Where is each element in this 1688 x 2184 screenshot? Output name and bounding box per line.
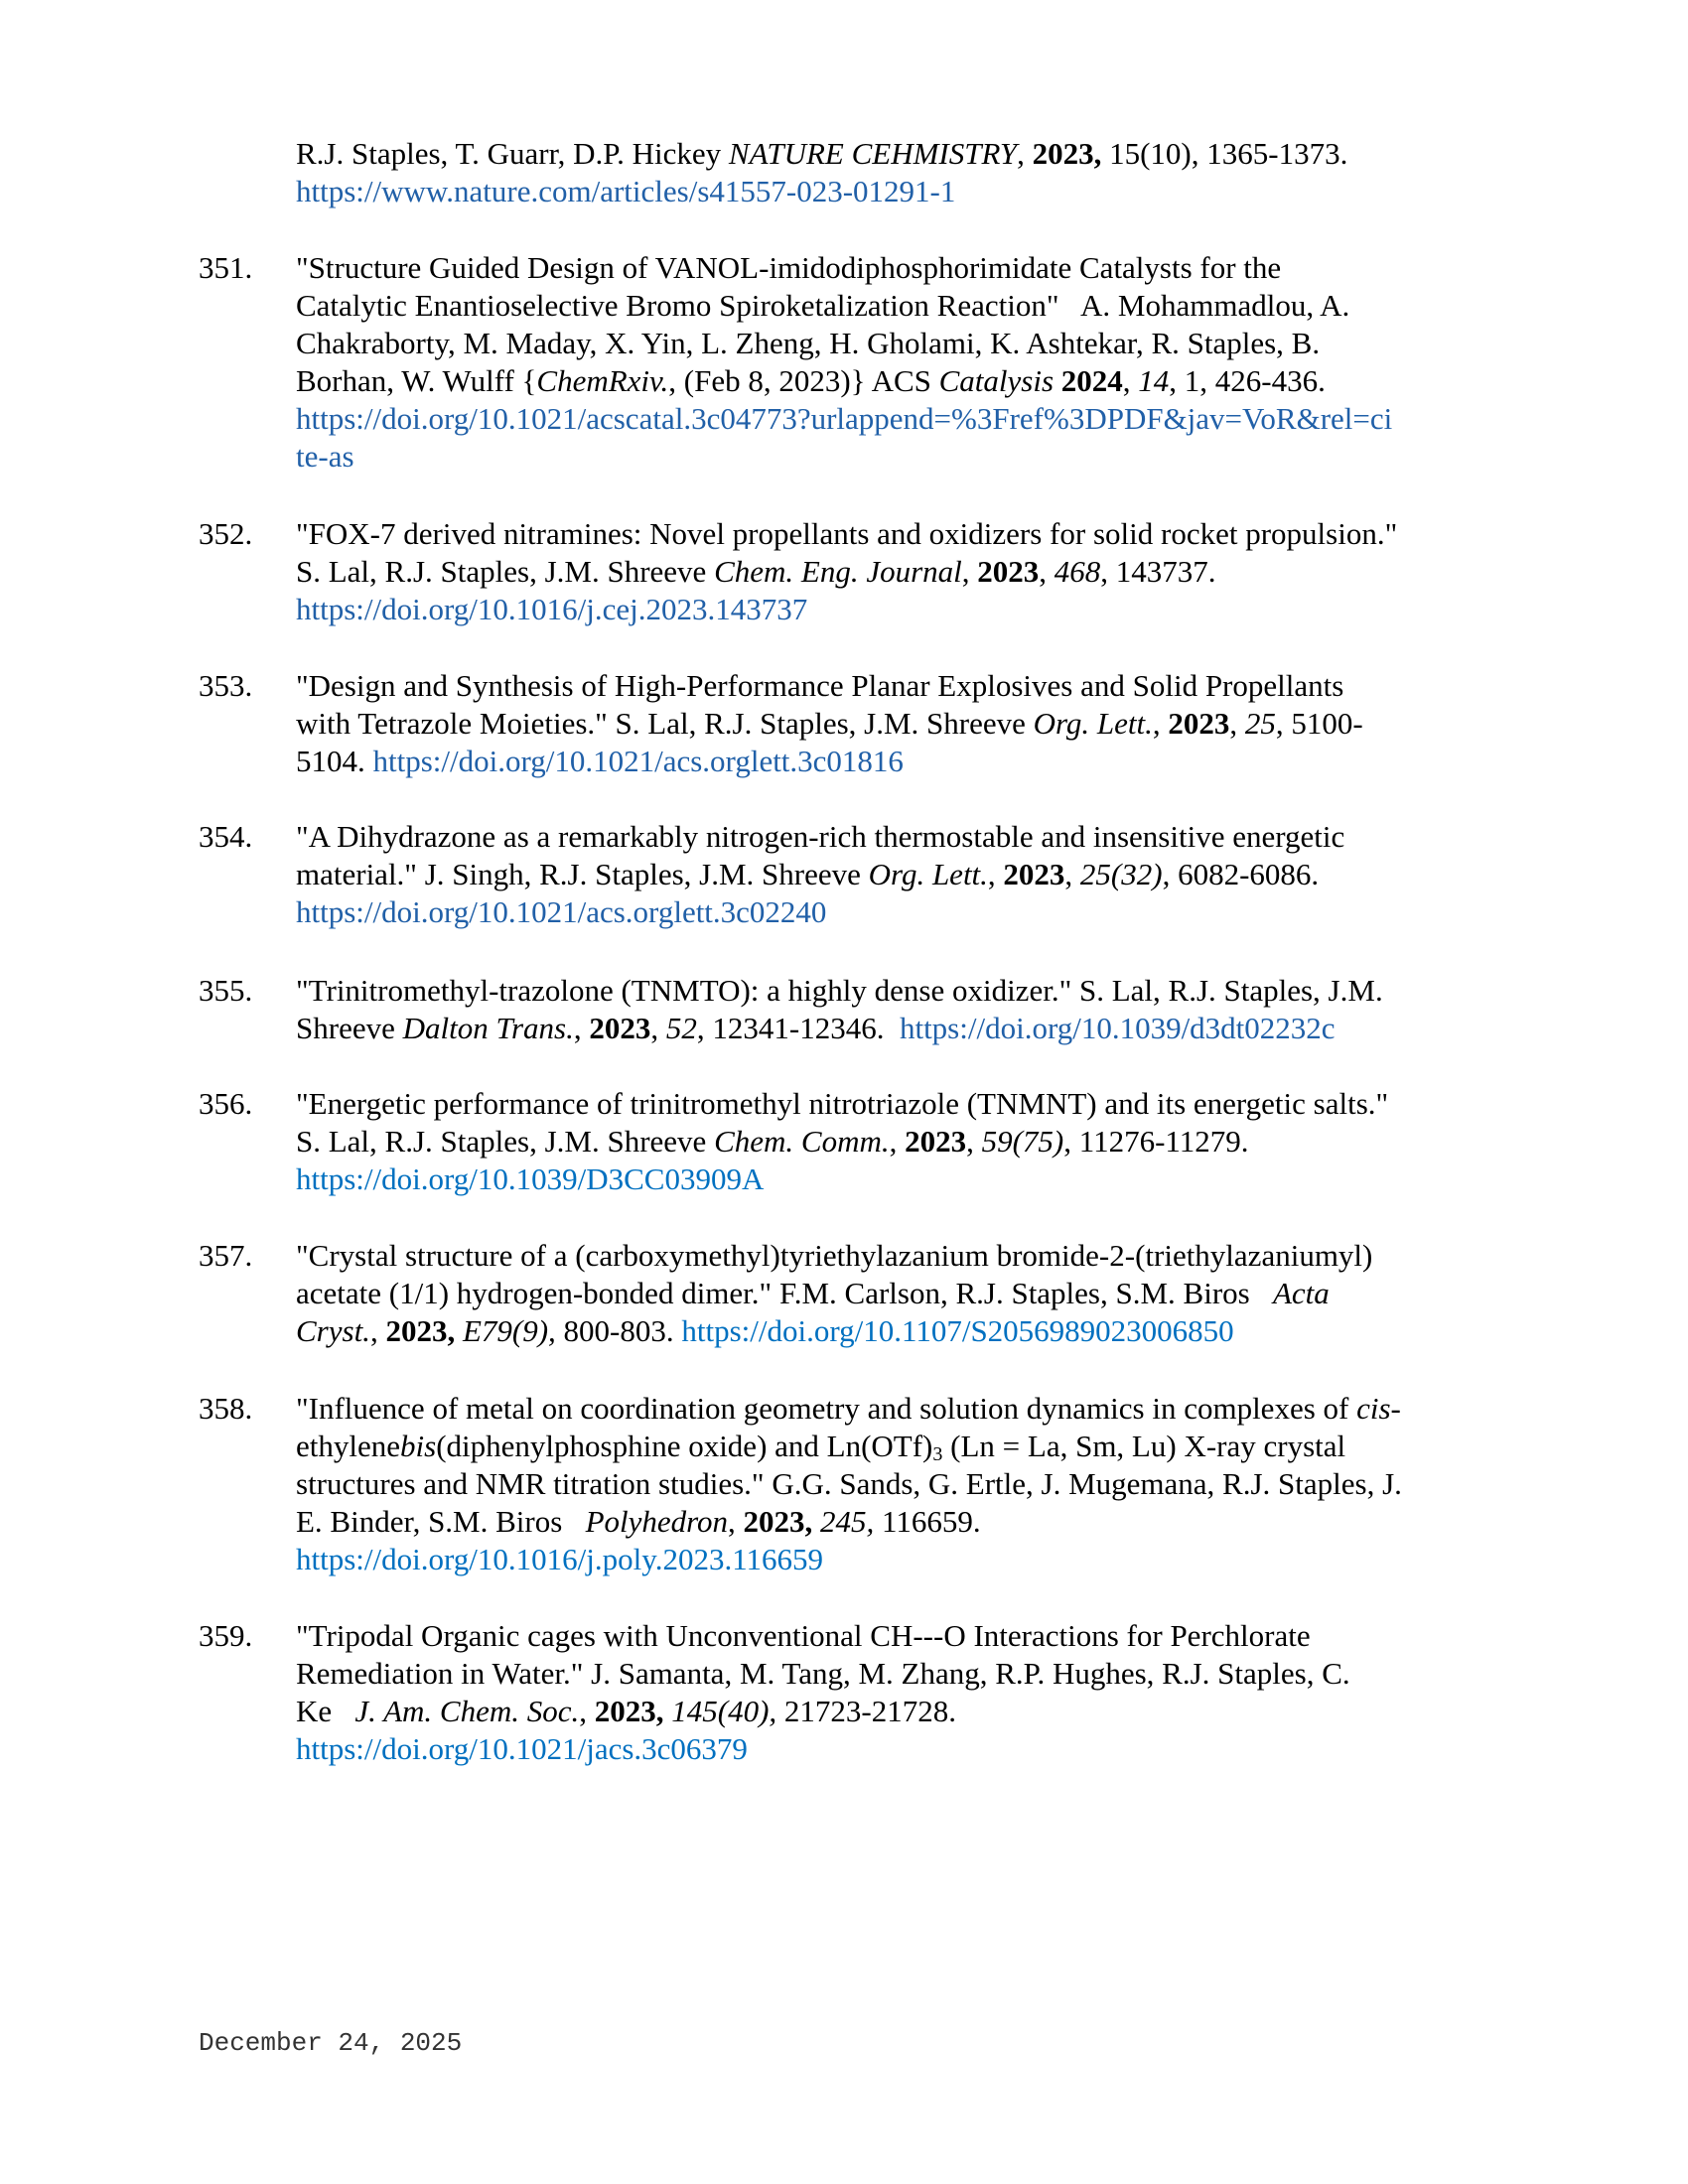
authors: acetate (1/1) hydrogen-bonded dimer." F.M. Carlson, R.J. Staples, S.M. Biros — [296, 1276, 1273, 1310]
separator — [812, 1504, 820, 1539]
authors-line: Chakraborty, M. Maday, X. Yin, L. Zheng, H. Gholami, K. Ashtekar, R. Staples, B. — [296, 326, 1321, 360]
citation-line — [296, 553, 1527, 591]
volume: 14 — [1138, 363, 1170, 398]
volume: 59(75) — [981, 1124, 1064, 1159]
title-line: "FOX-7 derived nitramines: Novel propellants and oxidizers for solid rocket propulsion." — [296, 516, 1398, 551]
journal-name: Acta — [1272, 1276, 1330, 1310]
volume-pages: 15(10), 1365-1373. — [1101, 136, 1348, 171]
journal-name: Chem. Comm. — [714, 1124, 890, 1159]
doi-link[interactable]: https://doi.org/10.1016/j.poly.2023.116659 — [296, 1542, 824, 1576]
doi-link[interactable]: https://doi.org/10.1039/d3dt02232c — [899, 1011, 1336, 1045]
citation-line: R.J. Staples, T. Guarr, D.P. Hickey NATURE CEHMISTRY, 2023, 15(10), 1365-1373. — [296, 136, 1348, 171]
authors: material." J. Singh, R.J. Staples, J.M. Shreeve — [296, 857, 869, 891]
volume: 52 — [665, 1011, 697, 1045]
authors: with Tetrazole Moieties." S. Lal, R.J. Staples, J.M. Shreeve — [296, 706, 1034, 741]
title-text: (diphenylphosphine oxide) and Ln(OTf) — [436, 1429, 933, 1463]
pages: , 6082-6086. — [1162, 857, 1320, 891]
volume: 245, — [820, 1504, 875, 1539]
journal-name: Dalton Trans. — [402, 1011, 574, 1045]
volume: E79(9), — [462, 1313, 556, 1348]
separator: , — [961, 554, 978, 589]
reference-number: 356. — [199, 1086, 253, 1121]
title-line: "Structure Guided Design of VANOL-imidodiphosphorimidate Catalysts for the — [296, 250, 1282, 285]
reference-number: 358. — [199, 1391, 253, 1426]
title-line: "Tripodal Organic cages with Unconventional CH---O Interactions for Perchlorate — [296, 1618, 1311, 1653]
citation-line — [296, 362, 1527, 400]
year: 2023, — [743, 1504, 813, 1539]
authors: Shreeve — [296, 1011, 403, 1045]
citation-line — [296, 1010, 1527, 1047]
citation-line — [296, 1503, 1527, 1541]
citation-line — [296, 1693, 1527, 1730]
doi-link[interactable]: https://doi.org/10.1021/acs.orglett.3c01816 — [372, 744, 904, 778]
volume: 25(32) — [1079, 857, 1163, 891]
separator: , — [889, 1124, 906, 1159]
citation-line — [296, 743, 1527, 780]
spacer — [1054, 363, 1061, 398]
title-text: - — [1390, 1391, 1401, 1426]
citation-line — [296, 856, 1527, 893]
title-text: "Influence of metal on coordination geometry and solution dynamics in complexes of — [296, 1391, 1357, 1426]
title-line: Remediation in Water." J. Samanta, M. Tang, M. Zhang, R.P. Hughes, R.J. Staples, C. — [296, 1656, 1350, 1691]
pages: , 143737. — [1100, 554, 1216, 589]
subscript: 3 — [932, 1443, 943, 1465]
year: 2023 — [977, 554, 1040, 589]
title-line: "Energetic performance of trinitromethyl nitrotriazole (TNMNT) and its energetic salts." — [296, 1086, 1389, 1121]
separator: , — [966, 1124, 982, 1159]
pages: 800-803. — [555, 1313, 682, 1348]
reference-number: 355. — [199, 973, 253, 1008]
citation-text: , (Feb 8, 2023)} ACS — [668, 363, 939, 398]
separator: , — [1064, 857, 1080, 891]
journal-name: Catalysis — [938, 363, 1055, 398]
reference-number: 357. — [199, 1238, 253, 1273]
doi-link[interactable]: https://doi.org/10.1021/acs.orglett.3c02240 — [296, 894, 827, 929]
reference-number: 352. — [199, 516, 253, 551]
title-line — [296, 1428, 1527, 1465]
doi-link[interactable]: https://doi.org/10.1039/D3CC03909A — [296, 1161, 765, 1196]
separator: , — [1152, 706, 1169, 741]
doi-link-continued[interactable]: te-as — [296, 439, 354, 474]
footer-date: December 24, 2025 — [199, 2028, 463, 2058]
separator: , — [987, 857, 1004, 891]
title-text: (Ln = La, Sm, Lu) X-ray crystal — [942, 1429, 1346, 1463]
separator: , — [573, 1011, 590, 1045]
separator: , — [1229, 706, 1245, 741]
journal-name: Chem. Eng. Journal — [714, 554, 962, 589]
title-line: "A Dihydrazone as a remarkably nitrogen-rich thermostable and insensitive energetic — [296, 819, 1345, 854]
reference-number: 354. — [199, 819, 253, 854]
year: 2023, — [594, 1694, 664, 1728]
separator: , — [369, 1313, 386, 1348]
title-text: ethylene — [296, 1429, 401, 1463]
year: 2023 — [905, 1124, 967, 1159]
volume: 468 — [1054, 554, 1101, 589]
volume: 145(40), — [671, 1694, 777, 1728]
title-line — [296, 1390, 1527, 1428]
title-line: "Crystal structure of a (carboxymethyl)tyriethylazanium bromide-2-(triethylazaniumyl) — [296, 1238, 1373, 1273]
doi-link[interactable]: https://doi.org/10.1016/j.cej.2023.143737 — [296, 592, 808, 626]
title-line: Catalytic Enantioselective Bromo Spiroketalization Reaction" A. Mohammadlou, A. — [296, 288, 1350, 323]
pages: , 11276-11279. — [1063, 1124, 1249, 1159]
doi-link[interactable]: https://doi.org/10.1021/acscatal.3c04773?urlappend=%3Fref%3DPDF&jav=VoR&rel=ci — [296, 401, 1393, 436]
reference-number: 353. — [199, 668, 253, 703]
authors: Ke — [296, 1694, 355, 1728]
year: 2023, — [1032, 136, 1102, 171]
volume: 25 — [1244, 706, 1276, 741]
authors: E. Binder, S.M. Biros — [296, 1504, 586, 1539]
citation-line — [296, 1275, 1527, 1312]
separator: , — [579, 1694, 595, 1728]
authors-line: structures and NMR titration studies." G.G. Sands, G. Ertle, J. Mugemana, R.J. Staples, J. — [296, 1466, 1402, 1501]
citation-line — [296, 705, 1527, 743]
title-italic: cis — [1356, 1391, 1391, 1426]
year: 2023 — [1168, 706, 1230, 741]
doi-link[interactable]: https://www.nature.com/articles/s41557-023-01291-1 — [296, 174, 956, 208]
journal-name: Org. Lett. — [868, 857, 988, 891]
citation-line — [296, 1123, 1527, 1160]
journal-name: Org. Lett. — [1033, 706, 1153, 741]
authors: S. Lal, R.J. Staples, J.M. Shreeve — [296, 554, 715, 589]
authors: R.J. Staples, T. Guarr, D.P. Hickey — [296, 136, 729, 171]
pages: 116659. — [874, 1504, 981, 1539]
title-line: "Trinitromethyl-trazolone (TNMTO): a highly dense oxidizer." S. Lal, R.J. Staples, J.M. — [296, 973, 1383, 1008]
pages: 21723-21728. — [776, 1694, 956, 1728]
doi-link[interactable]: https://doi.org/10.1021/jacs.3c06379 — [296, 1731, 748, 1766]
reference-number: 351. — [199, 250, 253, 285]
citation-line — [296, 1312, 1527, 1350]
separator — [455, 1313, 463, 1348]
journal-name: J. Am. Chem. Soc. — [354, 1694, 580, 1728]
preprint-name: ChemRxiv. — [536, 363, 669, 398]
authors: S. Lal, R.J. Staples, J.M. Shreeve — [296, 1124, 715, 1159]
year: 2023 — [589, 1011, 651, 1045]
authors: Borhan, W. Wulff { — [296, 363, 537, 398]
year: 2023, — [385, 1313, 456, 1348]
year: 2023 — [1003, 857, 1065, 891]
journal-name: NATURE CEHMISTRY — [728, 136, 1018, 171]
title-line: "Design and Synthesis of High-Performance Planar Explosives and Solid Propellants — [296, 668, 1344, 703]
journal-name-continued: Cryst. — [296, 1313, 370, 1348]
pages: , 12341-12346. — [696, 1011, 900, 1045]
separator: , — [1122, 363, 1139, 398]
separator: , — [728, 1504, 744, 1539]
doi-link[interactable]: https://doi.org/10.1107/S2056989023006850 — [681, 1313, 1234, 1348]
pages: , 5100- — [1275, 706, 1363, 741]
reference-number: 359. — [199, 1618, 253, 1653]
title-italic: bis — [400, 1429, 437, 1463]
pages: , 1, 426-436. — [1169, 363, 1326, 398]
separator: , — [1039, 554, 1055, 589]
separator: , — [650, 1011, 666, 1045]
pages: 5104. — [296, 744, 373, 778]
year: 2024 — [1060, 363, 1123, 398]
journal-name: Polyhedron — [585, 1504, 729, 1539]
